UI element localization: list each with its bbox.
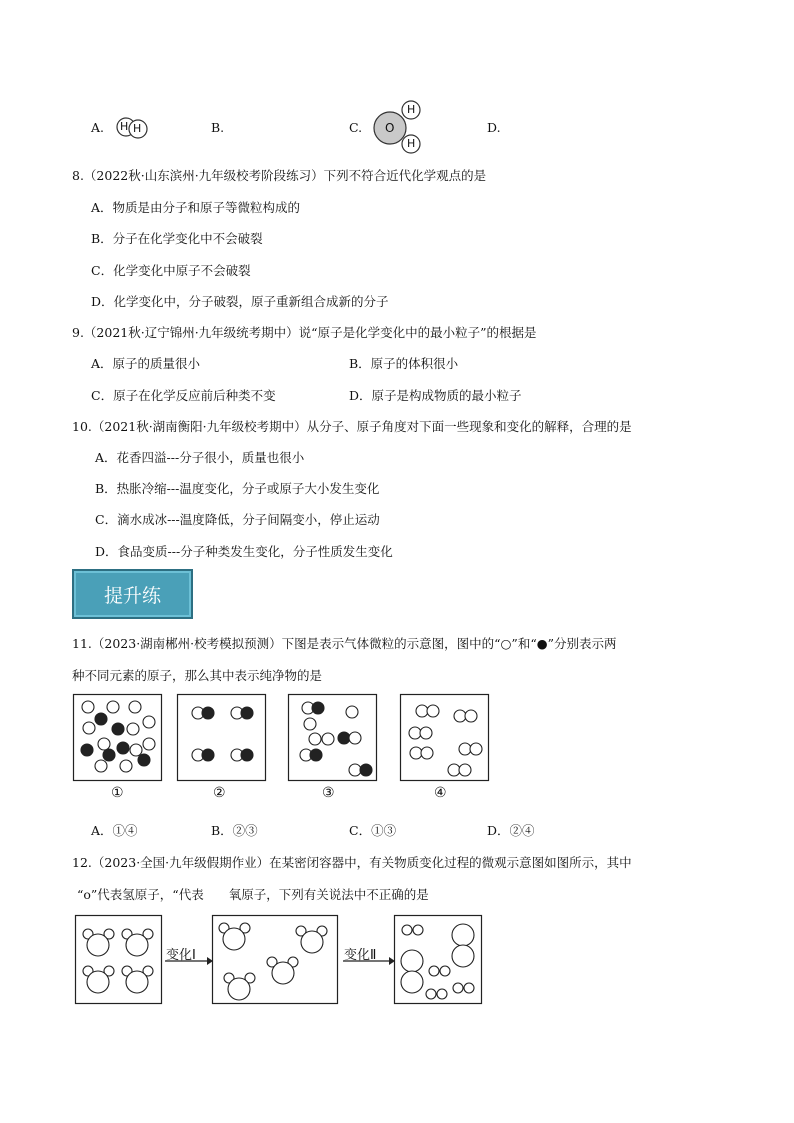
- q8-option-a[interactable]: A．物质是由分子和原子等微粒构成的: [91, 200, 301, 215]
- q9-option-d[interactable]: D．原子是构成物质的最小粒子: [349, 388, 522, 403]
- q7-a-atom-1: H: [120, 120, 129, 133]
- q7-c-atom-2: H: [407, 137, 416, 150]
- q7-option-d-letter[interactable]: D.: [487, 120, 501, 135]
- q7-a-atom-2: H: [133, 122, 142, 135]
- q11-diagram-1: [73, 694, 163, 782]
- q12-arrow-1-label: 变化Ⅰ: [166, 948, 196, 963]
- q11-diagram-4: [400, 694, 490, 782]
- q12-diagram-after: [394, 915, 483, 1005]
- q12-stem-line-2: “o”代表氢原子，“代表 氧原子，下列有关说法中不正确的是: [77, 887, 429, 902]
- q9-option-b[interactable]: B．原子的体积很小: [349, 356, 459, 371]
- q11-box-label-4: ④: [434, 785, 447, 801]
- q10-option-b[interactable]: B．热胀冷缩---温度变化，分子或原子大小发生变化: [95, 481, 380, 496]
- q8-option-b[interactable]: B．分子在化学变化中不会破裂: [91, 231, 263, 246]
- q8-option-d[interactable]: D．化学变化中，分子破裂，原子重新组合成新的分子: [91, 294, 389, 309]
- q10-option-a[interactable]: A．花香四溢---分子很小，质量也很小: [95, 450, 305, 465]
- q12-diagram-middle: [212, 915, 339, 1005]
- q12-arrow-2: [341, 956, 395, 966]
- q7-c-atom-1: H: [407, 103, 416, 116]
- q12-stem-line-1: 12.（2023·全国·九年级假期作业）在某密闭容器中，有关物质变化过程的微观示意图如图所示，其中: [72, 855, 632, 870]
- q11-box-label-2: ②: [213, 785, 226, 801]
- q9-option-a[interactable]: A．原子的质量很小: [91, 356, 201, 371]
- q10-stem: 10.（2021秋·湖南衡阳·九年级校考期中）从分子、原子角度对下面一些现象和变化的解释，合理的是: [72, 419, 632, 434]
- q7-c-center-atom: O: [385, 121, 395, 135]
- q10-option-c[interactable]: C．滴水成冰---温度降低，分子间隔变小，停止运动: [95, 512, 380, 527]
- q11-diagram-3: [288, 694, 378, 782]
- q12-arrow-2-label: 变化Ⅱ: [344, 948, 377, 963]
- q7-option-c-molecule: [370, 98, 430, 158]
- q11-stem-line-1: 11.（2023·湖南郴州·校考模拟预测）下图是表示气体微粒的示意图，图中的“○”和“●”分别表示两: [72, 636, 617, 651]
- q8-option-c[interactable]: C．化学变化中原子不会破裂: [91, 263, 251, 278]
- q11-option-b[interactable]: B．②③: [211, 823, 258, 838]
- q12-diagram-before: [75, 915, 163, 1005]
- section-header-improvement: [72, 569, 193, 619]
- q11-option-d[interactable]: D．②④: [487, 823, 535, 838]
- q7-option-b-letter[interactable]: B.: [211, 120, 225, 135]
- q11-stem-line-2: 种不同元素的原子，那么其中表示纯净物的是: [72, 668, 323, 683]
- q7-option-c-letter[interactable]: C.: [349, 120, 363, 135]
- q9-option-c[interactable]: C．原子在化学反应前后种类不变: [91, 388, 276, 403]
- q12-arrow-1: [163, 956, 213, 966]
- q9-stem: 9.（2021秋·辽宁锦州·九年级统考期中）说“原子是化学变化中的最小粒子”的根据是: [72, 325, 537, 340]
- q10-option-d[interactable]: D．食品变质---分子种类发生变化，分子性质发生变化: [95, 544, 393, 559]
- q11-diagram-2: [177, 694, 267, 782]
- q11-box-label-3: ③: [322, 785, 335, 801]
- q11-box-label-1: ①: [111, 785, 124, 801]
- q7-option-a-letter[interactable]: A.: [91, 120, 105, 135]
- q11-option-c[interactable]: C．①③: [349, 823, 397, 838]
- section-title: 提升练: [103, 584, 161, 607]
- q8-stem: 8.（2022秋·山东滨州·九年级校考阶段练习）下列不符合近代化学观点的是: [72, 168, 487, 183]
- q11-option-a[interactable]: A．①④: [91, 823, 138, 838]
